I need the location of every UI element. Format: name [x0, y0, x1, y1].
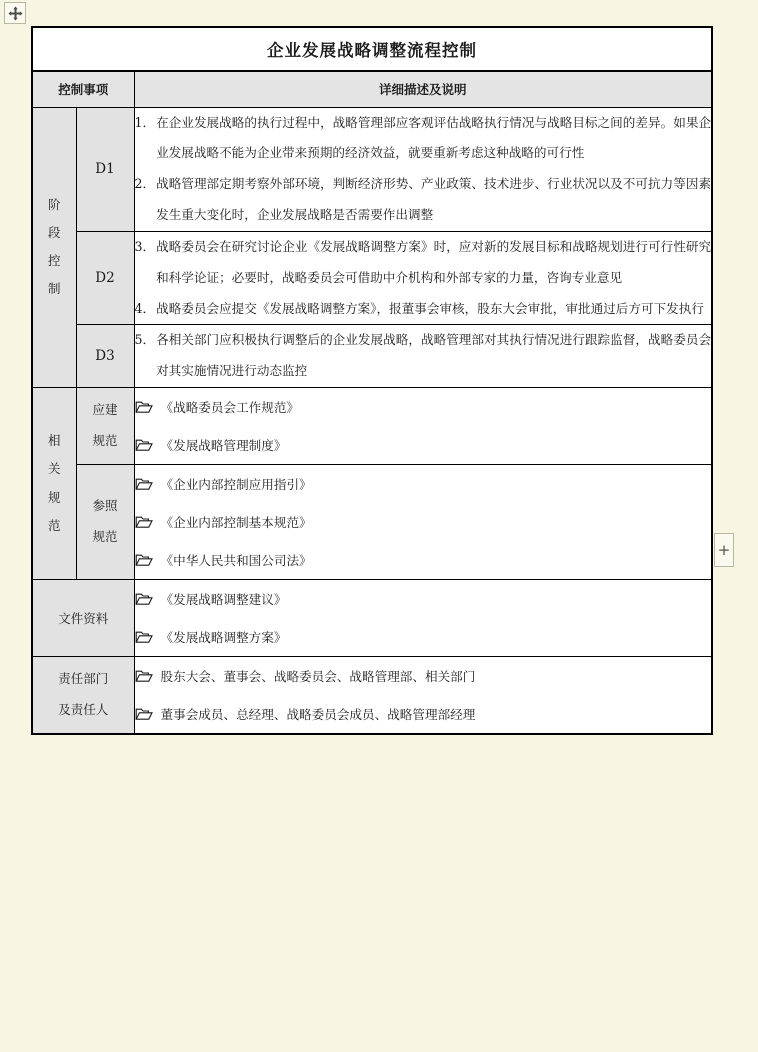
open-folder-icon	[135, 592, 161, 606]
item-text: 在企业发展战略的执行过程中，战略管理部应客观评估战略执行情况与战略目标之间的差异。如果企业发展战略不能为企业带来预期的经济效益，就要重新考虑这种战略的可行性	[156, 114, 712, 161]
group-label-char: 规	[47, 489, 61, 505]
group-label-char: 相	[47, 433, 61, 449]
group-label-responsible-department	[32, 657, 134, 735]
item-number: 5．	[134, 332, 156, 348]
group-label-line: 责任部门	[58, 671, 109, 687]
header-control-item: 控制事项	[32, 71, 134, 107]
sub-label-line: 应建	[92, 402, 118, 418]
open-folder-icon	[135, 477, 161, 491]
item-number: 1．	[134, 114, 156, 130]
group-label-line: 及责任人	[58, 702, 109, 718]
numbered-item	[135, 169, 712, 231]
item-text: 各相关部门应积极执行调整后的企业发展战略，战略管理部对其执行情况进行跟踪监督，战略委员会对其实施情况进行动态监控	[156, 332, 712, 379]
sub-label-line: 参照	[92, 498, 118, 514]
document-materials-list	[134, 580, 712, 657]
group-label-char: 制	[47, 281, 61, 297]
stage-code-d2: D2	[76, 231, 134, 325]
list-item[interactable]	[135, 503, 712, 541]
move-handle-button[interactable]	[4, 2, 26, 24]
sub-label-reference-norms	[76, 465, 134, 580]
list-item-label: 《战略委员会工作规范》	[160, 399, 300, 415]
stage-content-d3	[134, 325, 712, 388]
list-item-label: 股东大会、董事会、战略委员会、战略管理部、相关部门	[160, 668, 476, 684]
list-item-label: 董事会成员、总经理、战略委员会成员、战略管理部经理	[160, 706, 476, 722]
item-number: 4．	[134, 300, 156, 316]
open-folder-icon	[135, 515, 161, 529]
table-row	[32, 325, 712, 388]
stage-code-d3: D3	[76, 325, 134, 388]
open-folder-icon	[135, 630, 161, 644]
table-row	[32, 465, 712, 580]
list-item-label: 《发展战略调整建议》	[160, 591, 287, 607]
group-label-char: 范	[47, 517, 61, 533]
stage-content-d1	[134, 107, 712, 231]
list-item[interactable]	[135, 541, 712, 579]
page-title: 企业发展战略调整流程控制	[32, 27, 712, 71]
responsible-department-list	[134, 657, 712, 735]
open-folder-icon	[135, 669, 161, 683]
sub-label-line: 规范	[92, 529, 118, 545]
open-folder-icon	[135, 553, 161, 567]
list-item[interactable]	[135, 388, 712, 426]
table-row	[32, 388, 712, 465]
item-number: 3．	[134, 238, 156, 254]
group-label-char: 段	[47, 225, 61, 241]
group-label-char: 关	[47, 461, 61, 477]
sub-label-line: 规范	[92, 433, 118, 449]
group-label-related-norms	[32, 388, 76, 580]
expand-button[interactable]: +	[714, 533, 734, 567]
numbered-item	[135, 294, 712, 325]
numbered-item	[135, 325, 712, 387]
header-detail-description: 详细描述及说明	[134, 71, 712, 107]
item-text: 战略管理部定期考察外部环境，判断经济形势、产业政策、技术进步、行业状况以及不可抗力等因素发生重大变化时，企业发展战略是否需要作出调整	[156, 176, 712, 223]
numbered-item	[135, 232, 712, 294]
list-item[interactable]	[135, 618, 712, 656]
list-item[interactable]	[135, 657, 712, 695]
item-text: 战略委员会应提交《发展战略调整方案》，报董事会审核，股东大会审批，审批通过后方可下发执行	[156, 300, 704, 316]
open-folder-icon	[135, 707, 161, 721]
group-label-document-materials: 文件资料	[32, 580, 134, 657]
should-build-norms-list	[134, 388, 712, 465]
list-item-label: 《中华人民共和国公司法》	[160, 552, 312, 568]
table-row	[32, 107, 712, 231]
table-row	[32, 580, 712, 657]
reference-norms-list	[134, 465, 712, 580]
stage-code-d1: D1	[76, 107, 134, 231]
group-label-char: 阶	[47, 197, 61, 213]
list-item-label: 《企业内部控制基本规范》	[160, 514, 312, 530]
numbered-item	[135, 108, 712, 170]
list-item-label: 《发展战略管理制度》	[160, 437, 287, 453]
table-title-row	[32, 27, 712, 71]
open-folder-icon	[135, 438, 161, 452]
item-text: 战略委员会在研究讨论企业《发展战略调整方案》时，应对新的发展目标和战略规划进行可行性研究和科学论证；必要时，战略委员会可借助中介机构和外部专家的力量，咨询专业意见	[156, 238, 712, 285]
list-item[interactable]	[135, 426, 712, 464]
list-item-label: 《企业内部控制应用指引》	[160, 476, 312, 492]
list-item[interactable]	[135, 695, 712, 733]
open-folder-icon	[135, 400, 161, 414]
group-label-char: 控	[47, 253, 61, 269]
table-row	[32, 657, 712, 735]
table-row	[32, 231, 712, 325]
list-item-label: 《发展战略调整方案》	[160, 629, 287, 645]
group-label-stage-control	[32, 107, 76, 388]
control-process-table	[31, 26, 713, 735]
sub-label-should-build-norms	[76, 388, 134, 465]
item-number: 2．	[134, 176, 156, 192]
table-header-row	[32, 71, 712, 107]
move-arrows-icon	[8, 6, 23, 21]
stage-content-d2	[134, 231, 712, 325]
list-item[interactable]	[135, 580, 712, 618]
list-item[interactable]	[135, 465, 712, 503]
